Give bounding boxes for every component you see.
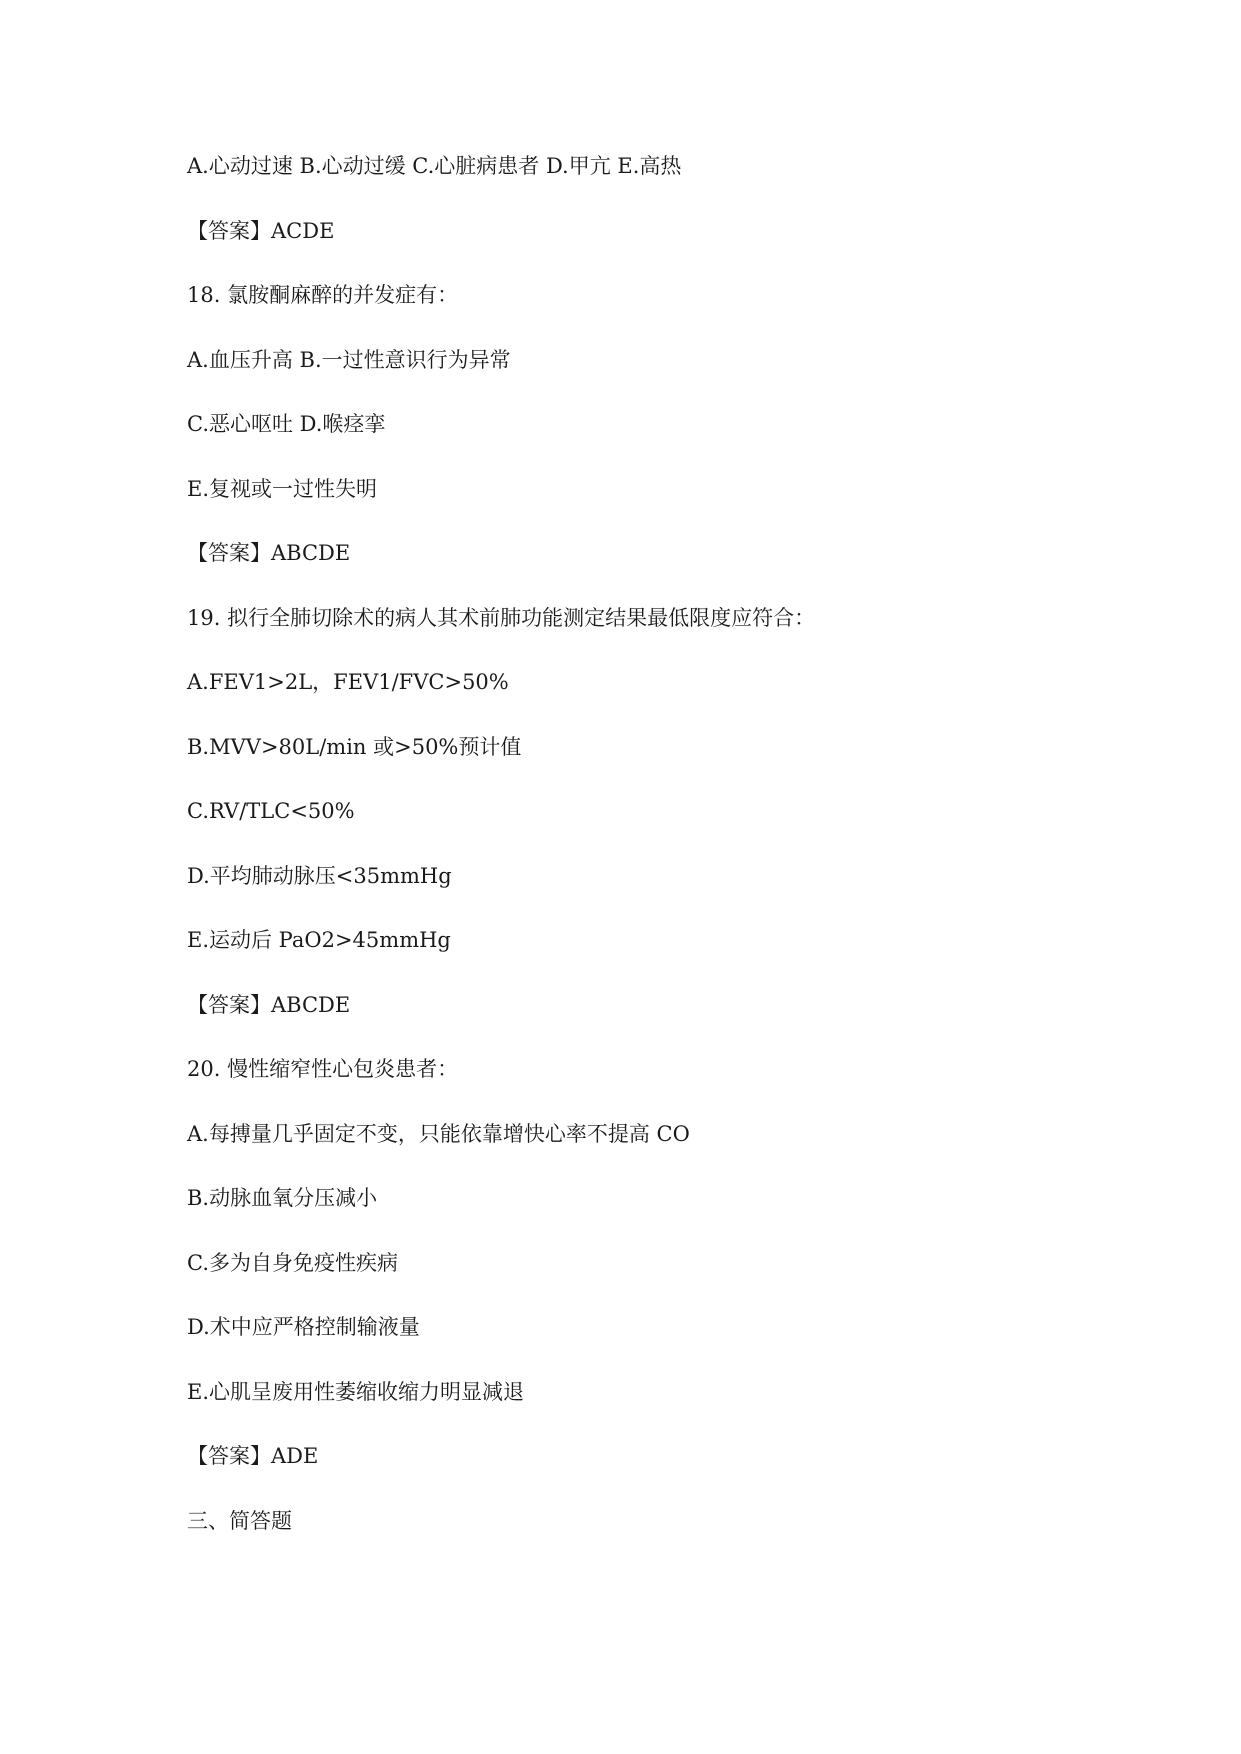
q17-answer: 【答案】ACDE bbox=[187, 219, 335, 243]
q18-option-cd: C.恶心呕吐 D.喉痉挛 bbox=[187, 412, 386, 436]
q19-option-e: E.运动后 PaO2>45mmHg bbox=[187, 928, 451, 952]
q19-question: 19. 拟行全肺切除术的病人其术前肺功能测定结果最低限度应符合： bbox=[187, 606, 816, 630]
q19-option-b: B.MVV>80L/min 或>50%预计值 bbox=[187, 735, 522, 759]
q20-option-d: D.术中应严格控制输液量 bbox=[187, 1315, 420, 1339]
q18-answer: 【答案】ABCDE bbox=[187, 541, 351, 565]
q20-option-a: A.每搏量几乎固定不变，只能依靠增快心率不提高 CO bbox=[187, 1122, 690, 1146]
q20-answer: 【答案】ADE bbox=[187, 1444, 319, 1468]
q20-option-e: E.心肌呈废用性萎缩收缩力明显减退 bbox=[187, 1380, 525, 1404]
q19-option-c: C.RV/TLC<50% bbox=[187, 799, 355, 823]
q19-answer: 【答案】ABCDE bbox=[187, 993, 351, 1017]
q18-option-ab: A.血压升高 B.一过性意识行为异常 bbox=[187, 348, 511, 372]
q18-option-e: E.复视或一过性失明 bbox=[187, 477, 378, 501]
section-heading-short-answer: 三、简答题 bbox=[187, 1509, 292, 1533]
q20-option-c: C.多为自身免疫性疾病 bbox=[187, 1251, 398, 1275]
q20-question: 20. 慢性缩窄性心包炎患者： bbox=[187, 1057, 459, 1081]
q20-option-b: B.动脉血氧分压减小 bbox=[187, 1186, 378, 1210]
q19-option-a: A.FEV1>2L，FEV1/FVC>50% bbox=[187, 670, 509, 694]
q17-options: A.心动过速 B.心动过缓 C.心脏病患者 D.甲亢 E.高热 bbox=[187, 154, 682, 178]
q18-question: 18. 氯胺酮麻醉的并发症有： bbox=[187, 283, 459, 307]
q19-option-d: D.平均肺动脉压<35mmHg bbox=[187, 864, 452, 888]
